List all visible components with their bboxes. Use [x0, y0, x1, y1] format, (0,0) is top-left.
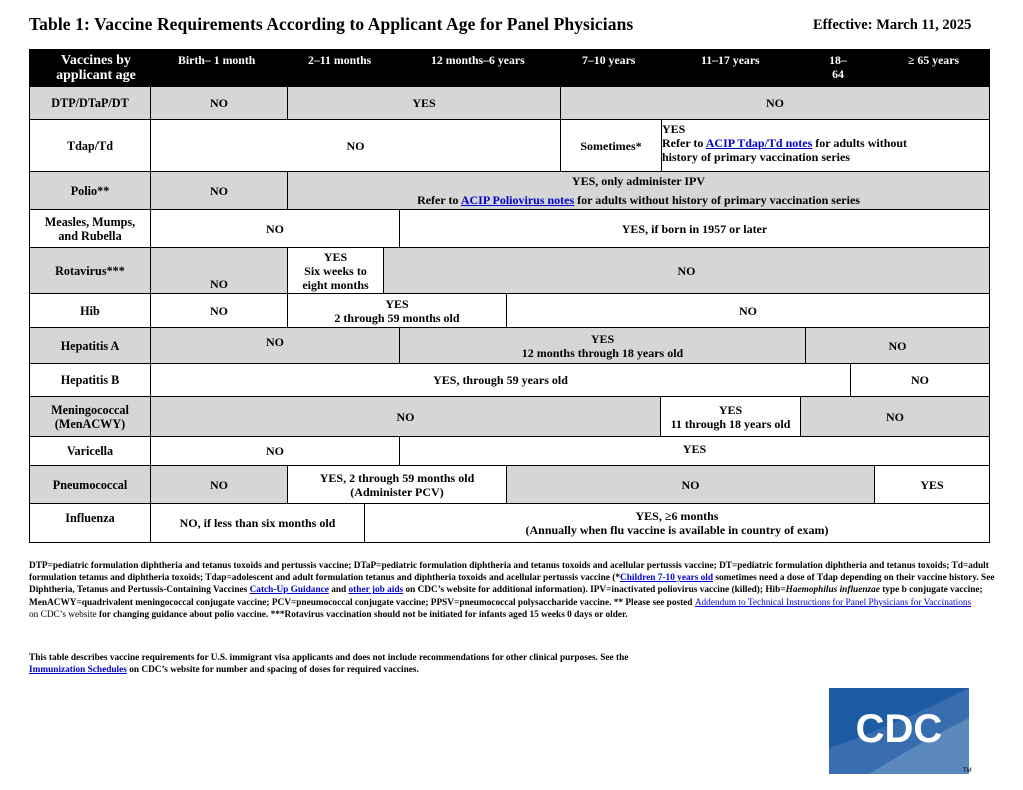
- footnote-text: type b conjugate vaccine; MenACWY=quadrivalent meningococcal conjugate vaccine; PCV=pneumococcal conjugate vaccine; PPSV=pneumococcal polysaccharide vaccine. ** Please see posted: [29, 585, 983, 608]
- row-label-line: and Rubella: [58, 228, 122, 243]
- header-12m-6y: 12 months–6 years: [431, 53, 525, 67]
- row-label: Pneumococcal: [52, 477, 128, 492]
- row-label-line: Measles, Mumps,: [44, 214, 136, 229]
- cell: NO: [150, 120, 560, 171]
- cell-line: 2 through 59 months old: [334, 310, 460, 325]
- cell: Sometimes*: [560, 120, 661, 171]
- cell: NO: [150, 328, 399, 363]
- row-polio: [30, 171, 989, 209]
- cell: NO: [150, 397, 660, 436]
- cell-line: eight months: [302, 277, 369, 292]
- footnote-text: on CDC’s website for additional information). IPV=inactivated poliovirus vaccine (killed); Hib=: [403, 585, 786, 596]
- cell: NO: [560, 87, 989, 119]
- cell-line: YES, only administer IPV: [571, 174, 706, 188]
- abbreviations-footnote: [29, 560, 1007, 621]
- row-label: Hepatitis B: [60, 373, 120, 387]
- footnote-text: and: [328, 585, 349, 596]
- footnote-text: on CDC’s website: [29, 609, 97, 620]
- footnote-text: DTP=pediatric formulation diphtheria and tetanus toxoids and pertussis vaccine; DTaP=pediatric formulation diphtheria and tetanus toxoids and acellular pertussis vaccine; DT=pediatric formulation diphtheria and tetanus toxoids; Td=adult formulation tetanus and diphtheria toxoids; Tdap=adolescent and adult formulation tetanus and diphtheria toxoids and acellular pertussis vaccine (*: [29, 561, 989, 584]
- cell-line: YES, 2 through 59 months old: [319, 470, 475, 485]
- acip-polio-link[interactable]: ACIP Poliovirus notes: [460, 193, 575, 207]
- cell-line: Six weeks to: [304, 263, 367, 278]
- footnote-text: for changing guidance about polio vaccine. ***Rotavirus vaccination should not be initiated for infants aged 15 weeks 0 days or older.: [96, 609, 628, 620]
- row-hepatitis-a: [30, 327, 989, 363]
- cell: NO: [150, 248, 287, 293]
- cdc-logo: [829, 688, 969, 774]
- cell-line: YES: [323, 249, 348, 264]
- cell-line: 11 through 18 years old: [670, 416, 791, 431]
- row-dtp: [30, 86, 989, 119]
- cell-line: [662, 136, 907, 150]
- row-label: Tdap/Td: [66, 138, 114, 153]
- cell: [287, 248, 383, 293]
- immunization-schedules-link[interactable]: Immunization Schedules: [29, 665, 127, 676]
- header-11-17y: 11–17 years: [701, 53, 760, 67]
- row-influenza: [30, 503, 989, 542]
- cell: NO: [800, 397, 989, 436]
- cell: [661, 120, 989, 171]
- cell: NO: [150, 87, 287, 119]
- row-label-line: (MenACWY): [54, 416, 126, 431]
- catch-up-guidance-link[interactable]: Catch-Up Guidance: [249, 585, 329, 596]
- row-meningococcal: [30, 396, 989, 436]
- logo-text: CDC: [855, 707, 943, 751]
- row-label: Polio**: [70, 183, 110, 198]
- cell: NO: [506, 466, 874, 503]
- row-mmr: [30, 209, 989, 247]
- row-hib: [30, 293, 989, 327]
- cell: NO: [150, 466, 287, 503]
- row-label: Hepatitis A: [60, 338, 120, 353]
- other-job-aids-link[interactable]: other job aids: [348, 585, 404, 596]
- row-label: [30, 210, 150, 247]
- header-vaccines: [44, 53, 148, 83]
- cell: YES, through 59 years old: [150, 364, 850, 396]
- addendum-link[interactable]: Addendum to Technical Instructions for Panel Physicians for Vaccinations: [694, 597, 972, 608]
- cell-line: [417, 193, 860, 207]
- header-2-11-months: 2–11 months: [308, 53, 372, 67]
- page-title: Table 1: Vaccine Requirements According to Applicant Age for Panel Physicians: [29, 14, 634, 34]
- footnote-italic: Haemophilus influenzae: [785, 585, 880, 596]
- row-label: [30, 397, 150, 436]
- header-7-10y: 7–10 years: [582, 53, 636, 67]
- header-birth: Birth– 1 month: [178, 53, 256, 67]
- cell: NO: [506, 294, 989, 327]
- cell-line: 12 months through 18 years old: [521, 345, 684, 360]
- cell-line: (Administer PCV): [350, 484, 444, 499]
- row-label: DTP/DTaP/DT: [51, 96, 129, 110]
- cell-line: YES, ≥6 months: [635, 509, 719, 523]
- cell: NO: [805, 328, 989, 363]
- cell: [287, 466, 506, 503]
- cell: NO: [150, 172, 287, 209]
- cell-text: for adults without: [812, 136, 908, 150]
- cell: [660, 397, 800, 436]
- vaccine-table: [29, 49, 990, 543]
- header-65plus: ≥ 65 years: [908, 53, 960, 67]
- cell: YES: [874, 466, 989, 503]
- cell-line: YES: [718, 402, 743, 417]
- cell-line: YES: [662, 122, 686, 136]
- children-7-10-link[interactable]: Children 7-10 years old: [620, 573, 714, 584]
- cell-text: Refer to: [662, 136, 706, 150]
- header-vaccines-line2: applicant age: [56, 68, 136, 83]
- row-tdap: [30, 119, 989, 171]
- cell-text: for adults without history of primary vaccination series: [574, 193, 860, 207]
- cell-text: Refer to: [417, 193, 461, 207]
- table-header: [30, 50, 989, 86]
- row-rotavirus: [30, 247, 989, 293]
- cell-line: (Annually when flu vaccine is available in country of exam): [525, 523, 829, 537]
- cell: YES: [399, 437, 989, 465]
- note-text: on CDC’s website for number and spacing of doses for required vaccines.: [126, 665, 419, 676]
- cell: NO, if less than six months old: [150, 504, 364, 542]
- cell: NO: [150, 210, 399, 247]
- cell: NO: [850, 364, 989, 396]
- cell: YES, if born in 1957 or later: [399, 210, 989, 247]
- row-label: Influenza: [65, 511, 115, 525]
- cell: NO: [150, 294, 287, 327]
- scope-note: [29, 652, 989, 676]
- effective-date: Effective: March 11, 2025: [813, 17, 972, 33]
- cell-line: history of primary vaccination series: [662, 150, 850, 164]
- acip-tdap-link[interactable]: ACIP Tdap/Td notes: [705, 136, 813, 150]
- cell-line: YES: [385, 296, 409, 311]
- header-vaccines-line1: Vaccines by: [61, 53, 131, 68]
- header-18-64-line1: 18–64: [829, 53, 847, 81]
- cell-line: YES: [590, 331, 615, 346]
- cell: [399, 328, 805, 363]
- cell: NO: [150, 437, 399, 465]
- cell: [287, 172, 989, 209]
- note-text: This table describes vaccine requirements for U.S. immigrant visa applicants and does not include recommendations for other clinical purposes. See the: [29, 653, 629, 663]
- cell: [287, 294, 506, 327]
- row-hepatitis-b: [30, 363, 989, 396]
- row-label: Rotavirus***: [55, 263, 125, 278]
- row-pneumococcal: [30, 465, 989, 503]
- cell: NO: [383, 248, 989, 293]
- cell: [364, 504, 989, 542]
- cell: YES: [287, 87, 560, 119]
- footnote-text: sometimes need a dose of Tdap depending on their vaccine history. See Diphtheria, Tetanus and Pertussis-Containing Vaccines: [29, 573, 995, 596]
- row-varicella: [30, 436, 989, 465]
- row-label: Hib: [80, 303, 100, 318]
- row-label: Varicella: [66, 444, 114, 458]
- logo-trademark: TM: [963, 768, 972, 774]
- row-label-line: Meningococcal: [51, 402, 129, 417]
